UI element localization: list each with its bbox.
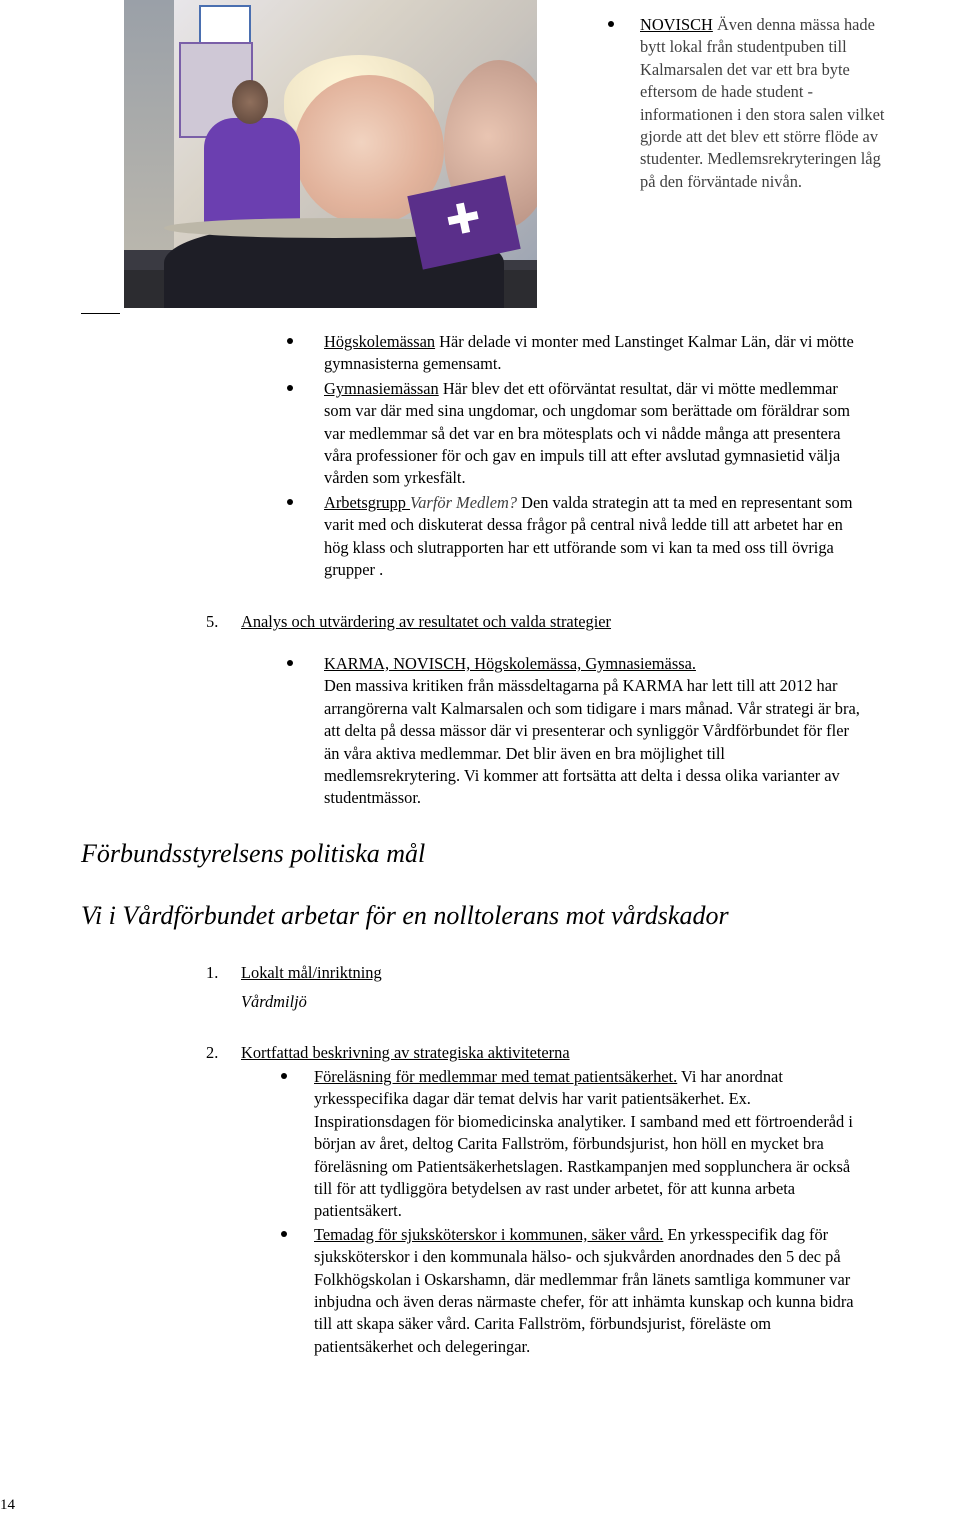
- list-item: [324, 653, 960, 810]
- list-item: [640, 14, 960, 193]
- list-item: [324, 331, 960, 376]
- text-line: Folkhögskolan i Oskarshamn, där medlemmar från länets samtliga kommuner var: [314, 1269, 851, 1289]
- bullet-dot: [281, 1073, 287, 1079]
- text-span: Här blev det ett oförväntat resultat, där vi mötte medlemmar: [438, 378, 838, 398]
- text-line: patientsäkert.: [314, 1201, 402, 1221]
- cross-icon: [445, 200, 481, 236]
- text-line: [640, 14, 960, 36]
- text-line: patientsäkerhet och delegeringar.: [314, 1336, 531, 1356]
- text-line: gymnasisterna gemensamt.: [324, 354, 502, 374]
- bullet-lead: Högskolemässan: [324, 332, 436, 351]
- text-line: [324, 378, 960, 400]
- item-title: Kortfattad beskrivning av strategiska aktiviteterna: [241, 1043, 570, 1062]
- text-span: En yrkesspecifik dag för: [663, 1224, 829, 1244]
- text-line: hög klass och slutrapporten har ett utförande som vi kan ta med oss till övriga: [324, 537, 834, 557]
- text-line: våra professioner för och gav en impuls till att efter avslutad gymnasietid välja: [324, 446, 841, 466]
- text-line: Kalmarsalen det var ett bra byte: [640, 59, 850, 79]
- text-line: på den förväntade nivån.: [640, 171, 803, 191]
- fair-bullet-list: [324, 331, 960, 581]
- text-line: som var där med sina ungdomar, och ungdomar som berättade om föräldrar som: [324, 401, 850, 421]
- text-line: varit med och diskuterat dessa frågor på central nivå ledde till att arbetet har en: [324, 515, 843, 535]
- text-span: Här delade vi monter med Lanstinget Kalmar Län, där vi mötte: [435, 332, 854, 351]
- item-number: 2.: [206, 1043, 219, 1062]
- list-item: [324, 492, 960, 582]
- text-line: till att skapa säker vård. Carita Fallström, förbundsjurist, föreläste om: [314, 1314, 772, 1334]
- text-line: Inspirationsdagen för biomedicinska analytiker. I samband med ett förtroenderåd i: [314, 1111, 853, 1131]
- text-line: [314, 1066, 960, 1088]
- item-title: Lokalt mål/inriktning: [241, 963, 382, 982]
- bullet-lead: Arbetsgrupp: [324, 492, 411, 512]
- text-line: Den massiva kritiken från mässdeltagarna på KARMA har lett till att 2012 har: [324, 676, 838, 696]
- booth-photo: [124, 0, 537, 308]
- top-bullet-list: [640, 14, 960, 193]
- text-line: medlemsrekrytering. Vi kommer att fortsätta att delta i dessa olika varianter av: [324, 766, 840, 786]
- bullet-lead: Föreläsning för medlemmar med temat patientsäkerhet.: [314, 1067, 678, 1086]
- bullet-lead-italic: Varför Medlem?: [410, 492, 518, 512]
- text-line: att delta på dessa mässor där vi presenterar och synliggör Vårdförbundet för fler: [324, 721, 849, 741]
- bullet-lead: Temadag för sjuksköterskor i kommunen, säker vård.: [314, 1224, 664, 1244]
- text-line: bytt lokal från studentpuben till: [640, 37, 847, 57]
- page-number: 14: [0, 1497, 15, 1513]
- text-line: arrangörerna valt Kalmarsalen och som tidigare i mars månad. Vår strategi är bra,: [324, 698, 860, 718]
- bullet-dot: [287, 499, 293, 505]
- list-item: [324, 378, 960, 490]
- novisch-link: NOVISCH: [640, 15, 713, 34]
- text-line: sjuksköterskor i den kommunala hälso- och sjukvården anordnades den 5 dec på: [314, 1247, 841, 1267]
- bullet-dot: [287, 660, 293, 666]
- text-line: [314, 1224, 960, 1246]
- text-span: Vi har anordnat: [677, 1067, 783, 1086]
- heading-zero-tolerance: Vi i Vårdförbundet arbetar för en nolltolerans mot vårdskador: [81, 901, 729, 930]
- text-line: till för att tydliggöra betydelsen av rast under arbetet, för att kunna arbeta: [314, 1179, 796, 1199]
- photo-person-head: [232, 80, 268, 124]
- activities-bullet-list: [314, 1066, 960, 1358]
- bullet-dot: [287, 385, 293, 391]
- text-line: [324, 331, 960, 353]
- text-span: Även denna mässa hade: [712, 15, 875, 34]
- text-line: [324, 492, 960, 514]
- list-item: [314, 1224, 960, 1358]
- text-line: än våra aktiva medlemmar. Det blir även en bra möjlighet till: [324, 743, 725, 763]
- analysis-bullet-list: [324, 653, 960, 810]
- text-line: studenter. Medlemsrekryteringen låg: [640, 149, 881, 169]
- heading-political-goals: Förbundsstyrelsens politiska mål: [81, 839, 426, 868]
- bullet-dot: [287, 338, 293, 344]
- text-line: föreläsning om Patientsäkerhetslagen. Rastkampanjen med sopplunchera är också: [314, 1156, 851, 1176]
- bullet-dot: [281, 1231, 287, 1237]
- text-line: studentmässor.: [324, 788, 421, 808]
- section-number: 5.: [206, 612, 219, 631]
- text-line: inbjudna och även deras närmaste chefer, för att inhämta kunskap och kunna bidra: [314, 1292, 854, 1312]
- bullet-lead: Gymnasiemässan: [324, 378, 439, 398]
- item-number: 1.: [206, 963, 219, 982]
- list-item: [314, 1066, 960, 1223]
- photo-person-body: [204, 118, 300, 228]
- text-line: vården som yrkesfält.: [324, 468, 466, 488]
- bullet-dot: [608, 21, 614, 27]
- text-line: gjorde att det blev ett större flöde av: [640, 127, 879, 147]
- text-span: Den valda strategin att ta med en representant som: [517, 492, 853, 512]
- divider: [81, 313, 120, 314]
- text-line: informationen i den stora salen vilket: [640, 104, 885, 124]
- item-subtitle: Vårdmiljö: [241, 992, 307, 1011]
- text-line: början av året, deltog Carita Fallström, förbundsjurist, hon höll en mycket bra: [314, 1134, 824, 1154]
- text-line: yrkesspecifika dagar där temat delvis har varit patientsäkerhet. Ex.: [314, 1089, 751, 1109]
- text-line: var medlemmar så det var en bra mötesplats och vi nådde många att presentera: [324, 423, 841, 443]
- section-title: Analys och utvärdering av resultatet och valda strategier: [241, 612, 612, 631]
- text-line: eftersom de hade student -: [640, 82, 813, 102]
- text-line: grupper .: [324, 560, 384, 580]
- bullet-lead: KARMA, NOVISCH, Högskolemässa, Gymnasiemässa.: [324, 654, 696, 673]
